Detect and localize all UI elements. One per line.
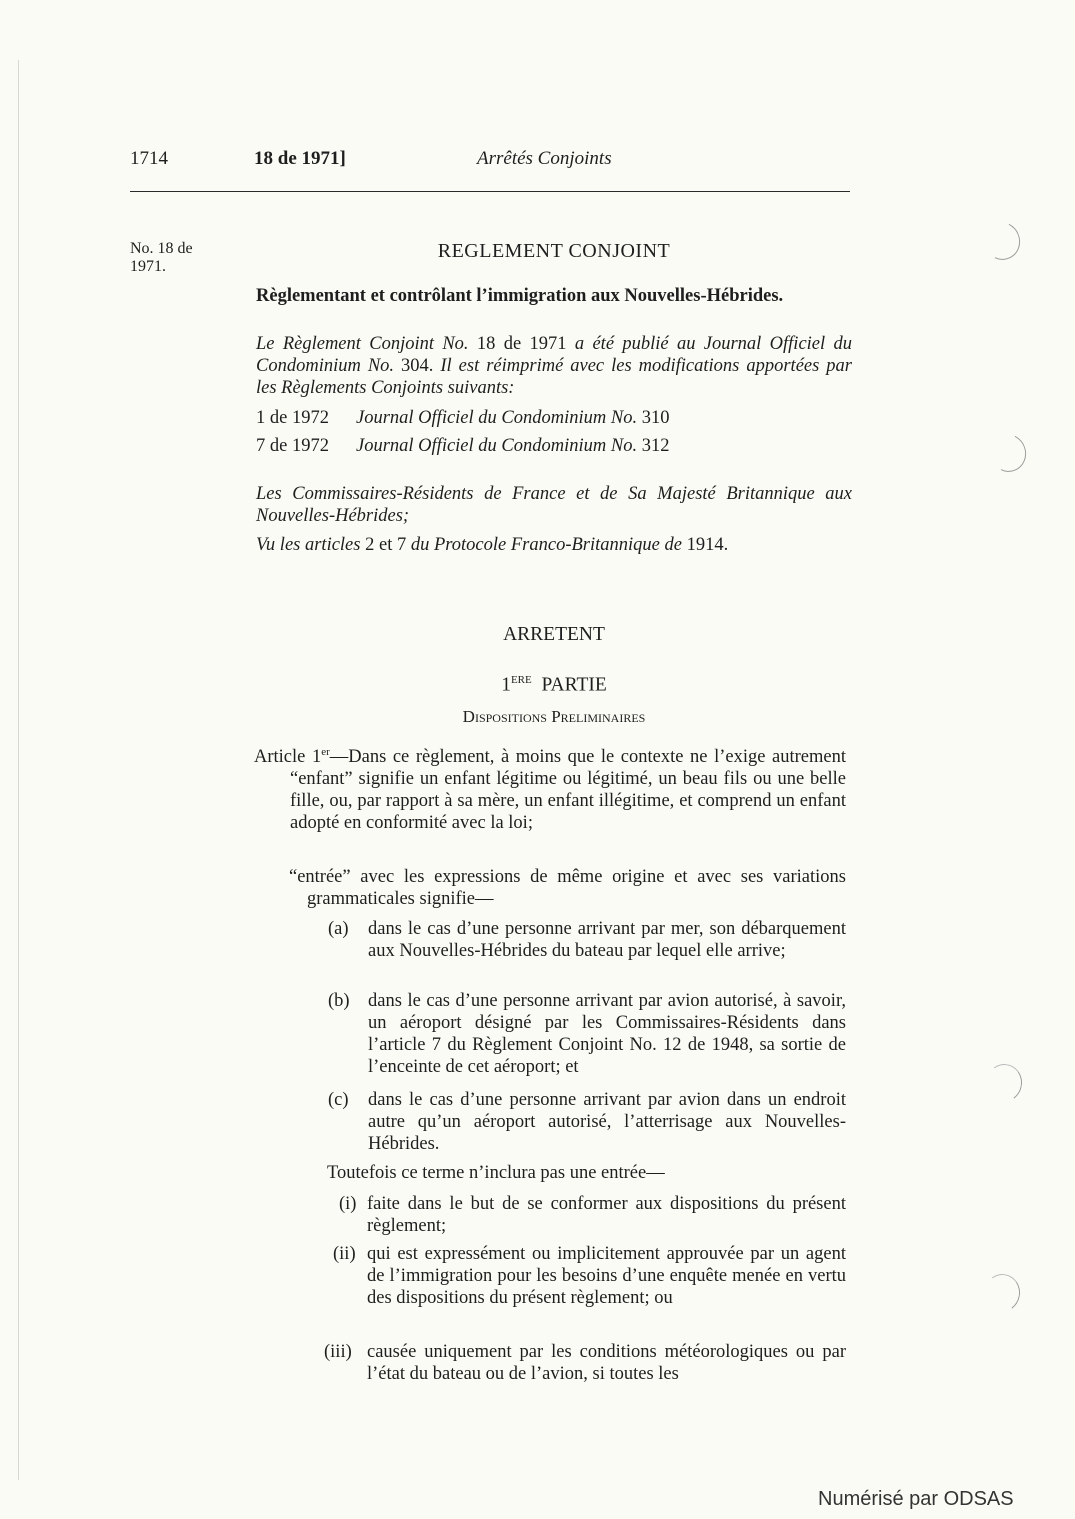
entree-definition: “entrée” avec les expressions de même origine et avec ses variations grammaticales signifie— — [289, 867, 846, 909]
margin-note-line: 1971. — [130, 258, 166, 275]
toutefois-clause: Toutefois ce terme n’inclura pas une entrée— — [327, 1163, 665, 1183]
page-edge-line — [18, 60, 19, 1480]
article-1: Article 1er—Dans ce règlement, à moins que le contexte ne l’exige autrement “enfant” signifie un enfant légitime ou légitimé, un beau fils ou une belle fille, ou, par rapport à sa mère, un enfant illégitime, et comprend un enfant adopté en conformité avec la loi; — [254, 746, 846, 834]
list-item — [328, 918, 846, 962]
list-item-text: dans le cas d’une personne arrivant par mer, son débarquement aux Nouvelles-Hébrides du bateau par lequel elle arrive; — [368, 919, 846, 961]
amendment-row: 7 de 1972 Journal Officiel du Condominium No. 312 — [256, 436, 670, 456]
punch-hole-mark — [985, 429, 1032, 477]
list-item-label: (c) — [328, 1090, 349, 1110]
page-header — [130, 148, 852, 174]
list-item-text: dans le cas d’une personne arrivant par avion autorisé, à savoir, un aéroport désigné par les Commissaires-Résidents dans l’article 7 du Règlement Conjoint No. 12 de 1948, sa sortie de l’enceinte de cet aéroport; et — [368, 991, 846, 1077]
header-reference: 18 de 1971] — [254, 148, 346, 169]
section-heading: Dispositions Preliminaires — [462, 707, 646, 726]
punch-hole-mark — [979, 217, 1026, 265]
punch-hole-mark — [983, 1061, 1025, 1105]
document-subtitle: Règlementant et contrôlant l’immigration aux Nouvelles-Hébrides. — [256, 286, 784, 306]
partie-heading: 1ERE PARTIE — [501, 674, 607, 696]
sub-list-item-label: (iii) — [324, 1342, 352, 1362]
header-rule — [130, 191, 850, 192]
sub-list-item-text: causée uniquement par les conditions météorologiques ou par l’état du bateau ou de l’avion, si toutes les — [367, 1342, 846, 1384]
digitization-footer: Numérisé par ODSAS — [818, 1488, 1014, 1510]
margin-note-line: No. 18 de — [130, 240, 193, 257]
list-item-label: (b) — [328, 991, 350, 1011]
sub-list-item-text: qui est expressément ou implicitement approuvée par un agent de l’immigration pour les besoins d’une enquête menée en vertu des dispositions du présent règlement; ou — [367, 1244, 846, 1308]
list-item-label: (a) — [328, 919, 349, 939]
preamble-protocol: Vu les articles 2 et 7 du Protocole Franco-Britannique de 1914. — [256, 535, 729, 555]
sub-list-item — [330, 1193, 846, 1237]
amendment-row: 1 de 1972 Journal Officiel du Condominium No. 310 — [256, 408, 670, 428]
list-item-text: dans le cas d’une personne arrivant par avion dans un endroit autre qu’un aéroport autorisé, l’atterrisage aux Nouvelles-Hébrides. — [368, 1090, 846, 1154]
document-title: REGLEMENT CONJOINT — [437, 240, 671, 262]
arretent-heading: ARRETENT — [503, 624, 605, 645]
header-title: Arrêtés Conjoints — [477, 148, 612, 169]
sub-list-item-label: (i) — [339, 1194, 357, 1214]
page-number: 1714 — [130, 148, 168, 169]
sub-list-item — [324, 1341, 846, 1385]
sub-list-item-text: faite dans le but de se conformer aux dispositions du présent règlement; — [367, 1194, 846, 1236]
amendment-list — [256, 407, 852, 457]
punch-hole-mark — [981, 1271, 1023, 1315]
margin-note — [130, 240, 193, 276]
sub-list-item-label: (ii) — [333, 1244, 356, 1264]
publication-note: Le Règlement Conjoint No. 18 de 1971 a été publié au Journal Officiel du Condominium No. 304. Il est réimprimé avec les modifications apportées par les Règlements Conjoints suivants: — [256, 334, 852, 398]
sub-list-item — [330, 1243, 846, 1309]
list-item — [328, 990, 846, 1078]
preamble-commissioners: Les Commissaires-Résidents de France et de Sa Majesté Britannique aux Nouvelles-Hébrides; — [256, 484, 852, 526]
list-item — [328, 1089, 846, 1155]
